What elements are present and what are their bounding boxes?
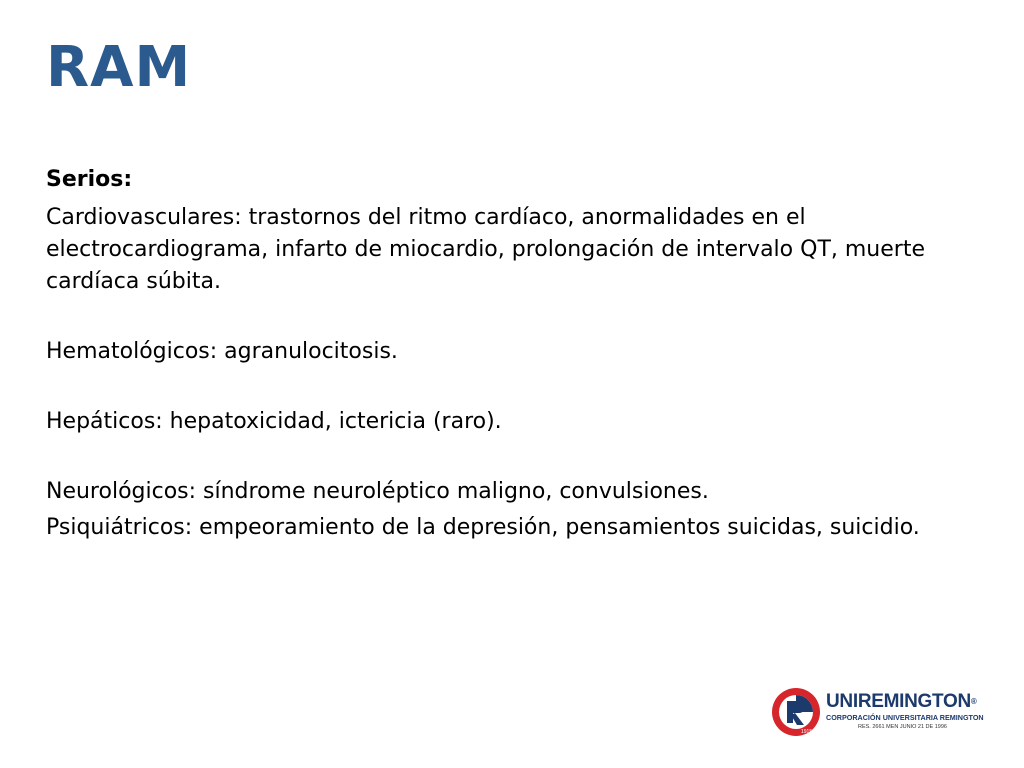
logo-name: [826, 692, 977, 712]
section-heading: Serios:: [46, 167, 133, 192]
paragraph-hematologicos: Hematológicos: agranulocitosis.: [46, 339, 398, 364]
paragraph-cardiovasculares: Cardiovasculares: trastornos del ritmo cardíaco, anormalidades en el electrocardiograma, infarto de miocardio, prolongación de intervalo QT, muerte cardíaca súbita.: [46, 205, 925, 294]
slide-title: RAM: [46, 35, 192, 100]
uniremington-logo: [770, 686, 984, 740]
paragraph-hepaticos: Hepáticos: hepatoxicidad, ictericia (raro).: [46, 409, 502, 434]
logo-subtitle: CORPORACIÓN UNIVERSITARIA REMINGTON: [826, 713, 984, 722]
logo-emblem-icon: [770, 686, 822, 738]
paragraph-neurologicos: Neurológicos: síndrome neuroléptico maligno, convulsiones.: [46, 479, 709, 504]
logo-registered: ®: [970, 697, 977, 706]
paragraph-psiquiatricos: Psiquiátricos: empeoramiento de la depresión, pensamientos suicidas, suicidio.: [46, 515, 920, 540]
logo-year: 1915: [801, 729, 813, 735]
logo-resolution: RES. 2661 MEN JUNIO 21 DE 1996: [858, 724, 947, 730]
logo-name-text: UNIREMINGTON: [826, 691, 971, 712]
slide-body: [46, 164, 976, 544]
